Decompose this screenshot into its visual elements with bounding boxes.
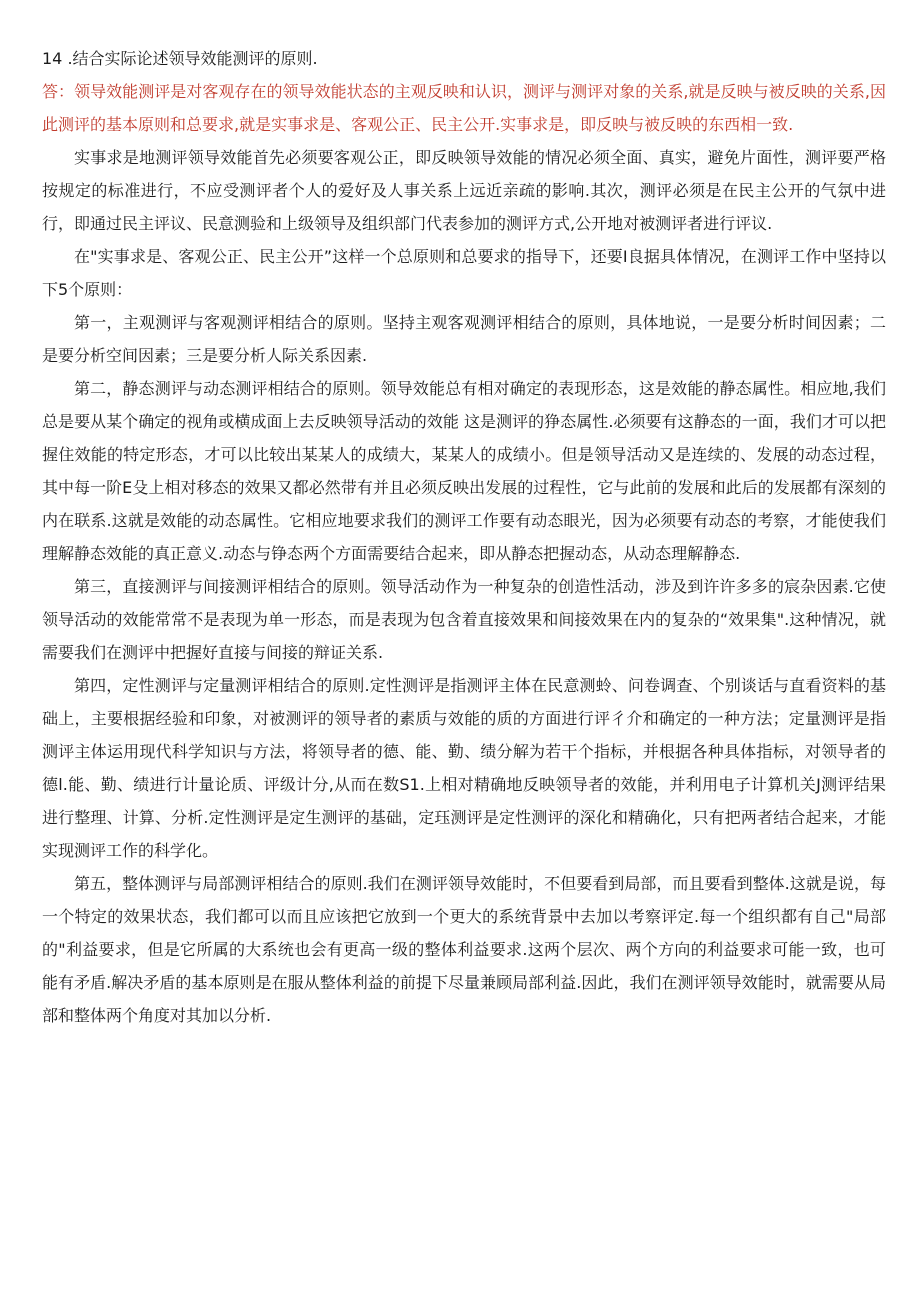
paragraph-principle-4: 第四，定性测评与定量测评相结合的原则.定性测评是指测评主体在民意测蛉、问卷调查、个别谈话与直看资料的基础上，主要根据经验和印象，对被测评的领导者的素质与效能的质的方面进行评彳介和确定的一种方法；定量测评是指测评主体运用现代科学知识与方法，将领导者的德、能、勤、绩分解为若干个指标，并根据各种具体指标，对领导者的德l.能、勤、绩进行计量论质、评级计分,从而在数S1.上相对精确地反映领导者的效能，并利用电子计算机关J测评结果进行整理、计算、分析.定性测评是定生测评的基础，定珏测评是定性测评的深化和精确化，只有把两者结合起来，才能实现测评工作的科学化。 [42, 676, 886, 860]
paragraph-principle-3: 第三，直接测评与间接测评相结合的原则。领导活动作为一种复杂的创造性活动，涉及到许许多多的宸杂因素.它使领导活动的效能常常不是表现为单一形态，而是表现为包含着直接效果和间接效果在内的复杂的“效果集".这种情况，就需要我们在测评中把握好直接与间接的辩证关系. [42, 577, 886, 662]
document-page [42, 42, 886, 1032]
paragraph-principle-2: 第二，静态测评与动态测评相结合的原则。领导效能总有相对确定的表现形态，这是效能的静态属性。相应地,我们总是要从某个确定的视角或横成面上去反映领导活动的效能 这是测评的狰态属性.必须要有这静态的一面，我们才可以把握住效能的特定形态，才可以比较出某某人的成绩大，某某人的成绩小。但是领导活动又是连续的、发展的动态过程，其中每一阶E殳上相对移态的效果又都必然带有并且必须反映出发展的过程性，它与此前的发展和此后的发展都有深刻的内在联系.这就是效能的动态属性。它相应地要求我们的测评工作要有动态眼光，因为必须要有动态的考察，才能使我们理解静态效能的真正意义.动态与铮态两个方面需要结合起来，即从静态把握动态，从动态理解静态. [42, 379, 886, 563]
paragraph-five-principles-intro: 在"实事求是、客观公正、民主公开”这样一个总原则和总要求的指导下，还要I良据具体情况，在测评工作中坚持以下5个原则： [42, 247, 886, 299]
answer-intro: 答：领导效能测评是对客观存在的领导效能状态的主观反映和认识，测评与测评对象的关系,就是反映与被反映的关系,因此测评的基本原则和总要求,就是实事求是、客观公正、民主公开.实事求是，即反映与被反映的东西相一致. [42, 82, 886, 134]
paragraph-objective-fairness: 实事求是地测评领导效能首先必须要客观公正，即反映领导效能的情况必须全面、真实，避免片面性，测评要严格按规定的标准进行，不应受测评者个人的爱好及人事关系上远近亲疏的影响.其次，测评必须是在民主公开的气氛中进行，即通过民主评议、民意测验和上级领导及组织部门代表参加的测评方式,公开地对被测评者进行评议. [42, 148, 886, 233]
question-heading: 14 .结合实际论述领导效能测评的原则. [42, 49, 318, 68]
paragraph-principle-5: 第五，整体测评与局部测评相结合的原则.我们在测评领导效能时，不但要看到局部，而且要看到整体.这就是说，每一个特定的效果状态，我们都可以而且应该把它放到一个更大的系统背景中去加以考察评定.每一个组织都有自己"局部的"利益要求，但是它所属的大系统也会有更高一级的整体利益要求.这两个层次、两个方向的利益要求可能一致，也可能有矛盾.解决矛盾的基本原则是在服从整体利益的前提下尽量兼顾局部利益.因此，我们在测评领导效能时，就需要从局部和整体两个角度对其加以分析. [42, 874, 886, 1025]
paragraph-principle-1: 第一，主观测评与客观测评相结合的原则。坚持主观客观测评相结合的原则，具体地说，一是要分析时间因素；二是要分析空间因素；三是要分析人际关系因素. [42, 313, 886, 365]
